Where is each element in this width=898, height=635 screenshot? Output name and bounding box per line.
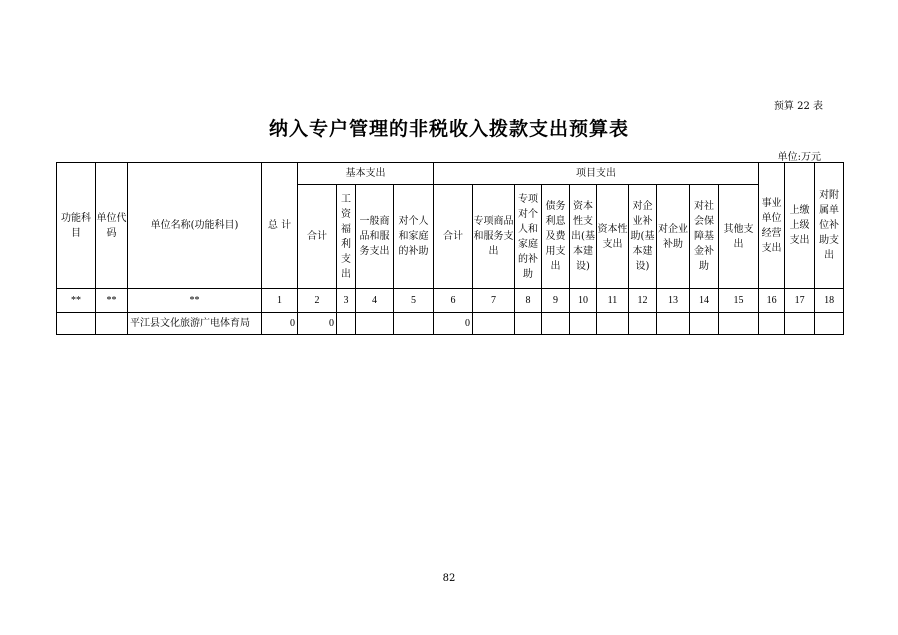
header-proj-ent-build: 对企业补助(基本建设) <box>629 185 657 289</box>
header-row-groups <box>57 163 844 185</box>
header-proj-other: 其他支出 <box>719 185 759 289</box>
header-proj-goods: 专项商品和服务支出 <box>473 185 515 289</box>
cell-func-code <box>57 313 96 335</box>
cell-empty <box>473 313 515 335</box>
cell-unit-code <box>96 313 128 335</box>
header-unit-name: 单位名称(功能科目) <box>128 163 262 289</box>
index-cell: 8 <box>515 289 542 313</box>
index-cell: 9 <box>542 289 570 313</box>
index-cell: ** <box>96 289 128 313</box>
cell-empty <box>759 313 785 335</box>
header-proj-social: 对社会保障基金补助 <box>690 185 719 289</box>
index-cell: 2 <box>298 289 337 313</box>
cell-empty <box>597 313 629 335</box>
table-row <box>57 313 844 335</box>
cell-basic-sum: 0 <box>298 313 337 335</box>
index-cell: 15 <box>719 289 759 313</box>
index-cell: 17 <box>785 289 815 313</box>
cell-empty <box>356 313 394 335</box>
cell-empty <box>337 313 356 335</box>
header-basic-group: 基本支出 <box>298 163 434 185</box>
index-cell: 16 <box>759 289 785 313</box>
index-row <box>57 289 844 313</box>
cell-unit-name: 平江县文化旅游广电体育局 <box>128 313 262 335</box>
unit-label: 单位:万元 <box>777 152 821 163</box>
header-biz-ops: 事业单位经营支出 <box>759 163 785 289</box>
table-reference: 预算 22 表 <box>773 101 823 112</box>
index-cell: 13 <box>657 289 690 313</box>
index-cell: 12 <box>629 289 657 313</box>
page-number: 82 <box>442 573 456 584</box>
header-total: 总 计 <box>262 163 298 289</box>
header-proj-capital: 资本性支出 <box>597 185 629 289</box>
page-title: 纳入专户管理的非税收入拨款支出预算表 <box>268 118 629 140</box>
cell-empty <box>394 313 434 335</box>
cell-total: 0 <box>262 313 298 335</box>
header-affil: 对附属单位补助支出 <box>815 163 844 289</box>
index-cell: 1 <box>262 289 298 313</box>
cell-empty <box>690 313 719 335</box>
header-basic-goods: 一般商品和服务支出 <box>356 185 394 289</box>
header-proj-subsidy: 专项对个人和家庭的补助 <box>515 185 542 289</box>
cell-empty <box>785 313 815 335</box>
index-cell: 10 <box>570 289 597 313</box>
header-basic-salary: 工资福利支出 <box>337 185 356 289</box>
cell-empty <box>542 313 570 335</box>
index-cell: ** <box>128 289 262 313</box>
index-cell: 3 <box>337 289 356 313</box>
header-project-group: 项目支出 <box>434 163 759 185</box>
index-cell: 11 <box>597 289 629 313</box>
header-proj-debt: 债务利息及费用支出 <box>542 185 570 289</box>
cell-empty <box>570 313 597 335</box>
header-proj-ent: 对企业补助 <box>657 185 690 289</box>
index-cell: 14 <box>690 289 719 313</box>
cell-empty <box>657 313 690 335</box>
header-basic-subsidy: 对个人和家庭的补助 <box>394 185 434 289</box>
header-proj-sum: 合计 <box>434 185 473 289</box>
index-cell: 4 <box>356 289 394 313</box>
index-cell: 7 <box>473 289 515 313</box>
index-cell: ** <box>57 289 96 313</box>
header-upper: 上缴上级支出 <box>785 163 815 289</box>
cell-empty <box>815 313 844 335</box>
header-func-code: 功能科目 <box>57 163 96 289</box>
index-cell: 18 <box>815 289 844 313</box>
index-cell: 6 <box>434 289 473 313</box>
cell-empty <box>629 313 657 335</box>
header-proj-capital-build: 资本性支出(基本建设) <box>570 185 597 289</box>
cell-proj-sum: 0 <box>434 313 473 335</box>
cell-empty <box>719 313 759 335</box>
header-unit-code: 单位代码 <box>96 163 128 289</box>
cell-empty <box>515 313 542 335</box>
header-basic-sum: 合计 <box>298 185 337 289</box>
index-cell: 5 <box>394 289 434 313</box>
budget-table <box>56 162 844 335</box>
